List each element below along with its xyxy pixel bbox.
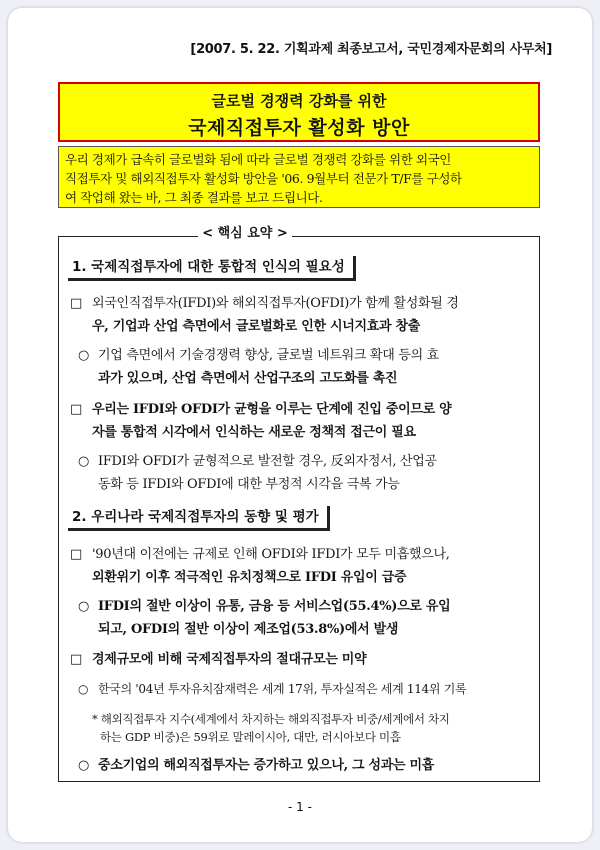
square-bullet-icon: □: [70, 652, 82, 667]
footnote-line-2: 하는 GDP 비중)은 59위로 말레이시아, 대만, 러시아보다 미흡: [100, 730, 401, 744]
circle-bullet-icon: ○: [78, 599, 90, 614]
item-line-2: 동화 등 IFDI와 OFDI에 대한 부정적 시각을 극복 가능: [98, 477, 400, 492]
item-line-1: IFDI의 절반 이상이 유통, 금융 등 서비스업(55.4%)으로 유입: [98, 599, 451, 614]
intro-box: [58, 146, 540, 208]
item-line-1: 중소기업의 해외직접투자는 증가하고 있으나, 그 성과는 미흡: [98, 758, 435, 773]
item-line-2: 되고, OFDI의 절반 이상이 제조업(53.8%)에서 발생: [98, 622, 399, 637]
list-item: [70, 398, 534, 444]
intro-line-1: 우리 경제가 급속히 글로벌화 됨에 따라 글로벌 경쟁력 강화를 위한 외국인: [65, 152, 451, 167]
title-line-2: 국제직접투자 활성화 방안: [188, 117, 410, 139]
circle-bullet-icon: ○: [78, 348, 90, 363]
circle-bullet-icon: ○: [78, 758, 90, 773]
list-item: [78, 344, 534, 390]
circle-bullet-icon: ○: [78, 454, 90, 469]
square-bullet-icon: □: [70, 402, 82, 417]
intro-line-2: 직접투자 및 해외직접투자 활성화 방안을 '06. 9월부터 전문가 T/F를 구성하: [65, 171, 462, 186]
report-header: [2007. 5. 22. 기획과제 최종보고서, 국민경제자문회의 사무처]: [190, 42, 552, 57]
title-line-1: 글로벌 경쟁력 강화를 위한: [211, 92, 387, 110]
item-line-1: 우리는 IFDI와 OFDI가 균형을 이루는 단계에 진입 중이므로 양: [92, 402, 452, 417]
list-item: [78, 450, 534, 496]
section-heading-1: 1. 국제직접투자에 대한 통합적 인식의 필요성: [68, 256, 356, 281]
item-line-2: 자를 통합적 시각에서 인식하는 새로운 정책적 접근이 필요: [92, 425, 416, 440]
summary-title: < 핵심 요약 >: [198, 222, 292, 246]
item-line-2: 우, 기업과 산업 측면에서 글로벌화로 인한 시너지효과 창출: [92, 319, 420, 334]
list-item: [78, 754, 534, 777]
list-item: [78, 678, 534, 701]
circle-bullet-icon: ○: [78, 682, 89, 696]
title-box: [58, 82, 540, 142]
item-line-1: 한국의 '04년 투자유치잠재력은 세계 17위, 투자실적은 세계 114위 기록: [98, 682, 467, 696]
list-item: [70, 292, 534, 338]
item-line-2: 외환위기 이후 적극적인 유치정책으로 IFDI 유입이 급증: [92, 570, 407, 585]
section-heading-2: 2. 우리나라 국제직접투자의 동향 및 평가: [68, 506, 330, 531]
list-item: [70, 543, 534, 589]
footnote-line-1: * 해외직접투자 지수(세계에서 차지하는 해외직접투자 비중/세계에서 차지: [92, 712, 450, 726]
item-line-2: 과가 있으며, 산업 측면에서 산업구조의 고도화를 촉진: [98, 371, 398, 386]
intro-line-3: 여 작업해 왔는 바, 그 최종 결과를 보고 드립니다.: [65, 190, 323, 205]
footnote: [92, 710, 534, 746]
item-line-1: 외국인직접투자(IFDI)와 해외직접투자(OFDI)가 함께 활성화될 경: [92, 296, 459, 311]
item-line-1: 기업 측면에서 기술경쟁력 향상, 글로벌 네트워크 확대 등의 효: [98, 348, 439, 363]
item-line-1: 경제규모에 비해 국제직접투자의 절대규모는 미약: [92, 652, 367, 667]
list-item: [78, 595, 534, 641]
item-line-1: IFDI와 OFDI가 균형적으로 발전할 경우, 反외자정서, 산업공: [98, 454, 437, 469]
square-bullet-icon: □: [70, 547, 82, 562]
item-line-1: '90년대 이전에는 규제로 인해 OFDI와 IFDI가 모두 미흡했으나,: [92, 547, 450, 562]
page-number: - 1 -: [288, 800, 312, 814]
list-item: [70, 648, 534, 671]
square-bullet-icon: □: [70, 296, 82, 311]
